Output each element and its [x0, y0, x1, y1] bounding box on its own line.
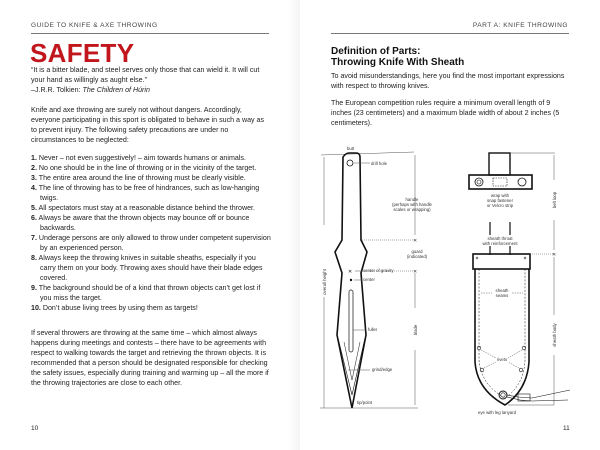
label-wrap-note-1: snap fastener: [486, 198, 514, 203]
quote-attribution: –J.R.R. Tolkien:: [31, 86, 83, 94]
label-guard-note: (indicated): [406, 254, 428, 259]
label-eye-lanyard: eye with leg lanyard: [478, 410, 516, 415]
label-sheath-seams-2: seams: [495, 293, 509, 298]
svg-text:✕: ✕: [348, 269, 353, 275]
label-tip-point: tip/point: [357, 400, 373, 405]
svg-text:✕: ✕: [413, 269, 418, 275]
label-wrap-note-2: or Velcro strip: [486, 203, 514, 208]
rules-paragraph: The European competition rules require a minimum overall length of 9 inches (23 centimeters) and a maximum blade width of about 2 inches (5 centimeters).: [331, 99, 560, 127]
label-sheath-throat-note: with reinforcement: [482, 241, 518, 246]
label-drill-hole: drill hole: [371, 161, 388, 166]
sheath-drawing: [469, 153, 570, 405]
label-sheath-body: sheath body: [552, 323, 557, 347]
list-item: 7. Underage persons are only allowed to throw under competent supervision by an experienced person.: [31, 234, 271, 252]
safety-rules-list: [31, 153, 271, 313]
label-sheath-throat: sheath throat: [487, 236, 513, 241]
label-butt: butt: [347, 146, 355, 151]
label-center-of-gravity: center of gravity: [363, 268, 394, 273]
list-item: 3. The entire area around the line of throwing must be clearly visible.: [31, 174, 246, 182]
page-number: 10: [31, 425, 39, 432]
label-overall-height: overall height: [322, 269, 327, 295]
label-handle-note-1: (perhaps with handle: [392, 202, 432, 207]
quote-source: The Children of Húrin: [82, 86, 150, 94]
label-guard: guard: [411, 249, 423, 254]
header-rule: [31, 33, 269, 34]
intro-paragraph: To avoid misunderstandings, here you find the most important expressions with respect to throwing knives.: [331, 72, 565, 90]
label-blade: blade: [413, 324, 418, 336]
page-number: 11: [563, 425, 570, 432]
label-handle-note-2: scales or wrapping): [393, 207, 431, 212]
label-wrap: wrap with: [490, 193, 510, 198]
page-title: SAFETY: [30, 38, 135, 68]
list-item: 4. The line of throwing has to be free of hindrances, such as low-hanging twigs.: [31, 184, 260, 202]
section-title-line-1: Definition of Parts:: [331, 46, 421, 57]
svg-text:✕: ✕: [552, 252, 557, 258]
label-sheath-seams: sheath: [495, 288, 509, 293]
label-rivets: rivets: [496, 357, 508, 362]
label-center: center: [363, 277, 375, 282]
svg-text:✕: ✕: [413, 238, 418, 244]
section-title-line-2: Throwing Knife With Sheath: [331, 57, 465, 68]
list-item: 8. Always keep the throwing knives in suitable sheaths, especially if you carry them on your body. Throwing axes should have their blade edges covered.: [31, 254, 263, 282]
closing-paragraph: If several throwers are throwing at the same time – which almost always happens during meetings and contests – there have to be agreements with respect to walking towards the target and retrieving the thrown objects. It is recommended that a person should be designated responsible for checking the safety issues, especially during training and warming up – all the more if the throwing trajectories are close to each other.: [31, 329, 269, 387]
list-item: 6. Always be aware that the thrown objects may bounce off or bounce backwards.: [31, 214, 250, 232]
knife-sheath-diagram: [300, 0, 600, 450]
running-head: PART A: KNIFE THROWING: [472, 22, 568, 29]
right-page: [300, 0, 600, 450]
quote-text: “It is a bitter blade, and steel serves only those that can wield it. It will cut your hand as willingly as aught else.”: [31, 66, 260, 84]
list-item: 2. No one should be in the line of throwing or in the vicinity of the target.: [31, 164, 257, 172]
label-belt-loop: belt loop: [552, 191, 557, 209]
epigraph: [31, 65, 271, 95]
list-item: 10. Don’t abuse living trees by using them as targets!: [31, 304, 198, 312]
intro-paragraph: Knife and axe throwing are surely not without dangers. Accordingly, everyone participating in this sport is obligated to behave in such a way as to prevent injury. The following safety precautions are under no circumstances to be neglected:: [31, 106, 265, 144]
label-fuller: fuller: [368, 327, 378, 332]
list-item: 1. Never – not even suggestively! – aim towards humans or animals.: [31, 154, 246, 162]
label-handle: handle: [405, 197, 419, 202]
list-item: 9. The background should be of a kind that thrown objects can’t get lost if you miss the target.: [31, 284, 261, 302]
label-grind-edge: grind/edge: [372, 367, 393, 372]
running-head: GUIDE TO KNIFE & AXE THROWING: [31, 22, 158, 29]
list-item: 5. All spectators must stay at a reasonable distance behind the thrower.: [31, 204, 255, 212]
